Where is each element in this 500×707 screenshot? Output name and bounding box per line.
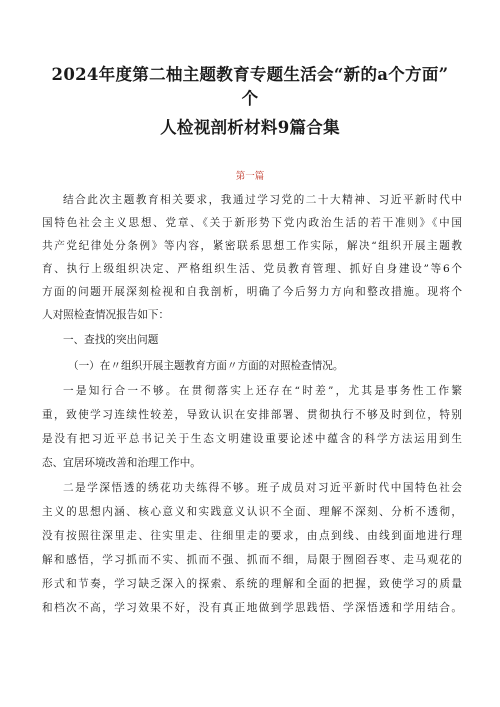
paragraph-line: 一是知行合一不够。在贯彻落实上还存在“时差”，尤其是事务性工作繁 <box>63 385 462 397</box>
section-heading: 第一篇 <box>235 171 265 182</box>
paragraph-line: 和档次不高，学习效果不好，没有真正地做到学思践悟、学深悟透和学用结合。 <box>42 602 462 614</box>
document-title-line-2: 个 <box>241 89 259 108</box>
document-title-line-3: 人检视剖析材料9篇合集 <box>160 118 340 137</box>
paragraph-line: 育、执行上级组织决定、严格组织生活、党员教育管理、抓好自身建设”等6个 <box>42 263 462 275</box>
document-title-line-1: 2024年度第二柚主题教育专题生活会“新的a个方面” <box>51 65 449 84</box>
paragraph-line: 重，致使学习连续性较差，导致认识在安排部署、贯彻执行不够及时到位，特别 <box>42 409 462 421</box>
heading-level-2: （一）在〃组织开展主题教育方面〃方面的对照检查情况。 <box>68 360 344 372</box>
paragraph-line: 主义的思想内涵、核心意义和实践意义认识不全面、理解不深刻、分析不透彻， <box>42 506 462 518</box>
heading-level-1: 一、查找的突出问题 <box>63 334 159 346</box>
paragraph-line: 是没有把习近平总书记关于生态文明建设重要论述中蕴含的科学方法运用到生 <box>42 433 462 445</box>
paragraph-line: 形式和节奏，学习缺乏深入的探索、系统的理解和全面的把握，致使学习的质量 <box>42 578 462 590</box>
paragraph-line: 国特色社会主义思想、党章、《关于新形势下党内政治生活的若干准则》《中国 <box>42 217 462 229</box>
paragraph-line: 态、宜居环境改善和治理工作中。 <box>42 457 201 469</box>
paragraph-line: 共产党纪律处分条例》等内容，紧密联系思想工作实际，解决“组织开展主题教 <box>42 240 462 252</box>
paragraph-line: 结合此次主题教育相关要求，我通过学习党的二十大精神、习近平新时代中 <box>63 194 462 206</box>
paragraph-line: 方面的问题开展深刻检视和自我剖析，明确了今后努力方向和整改措施。现将个 <box>42 286 462 298</box>
paragraph-line: 没有按照往深里走、往实里走、往细里走的要求，由点到线、由线到面地进行理 <box>42 530 462 542</box>
paragraph-line: 人对照检查情况报告如下： <box>42 309 170 321</box>
paragraph-line: 二是学深悟透的绣花功夫练得不够。班子成员对习近平新时代中国特色社会 <box>63 482 462 494</box>
paragraph-line: 解和感悟，学习抓而不实、抓而不强、抓而不细，局限于囫囵吞枣、走马观花的 <box>42 554 462 566</box>
